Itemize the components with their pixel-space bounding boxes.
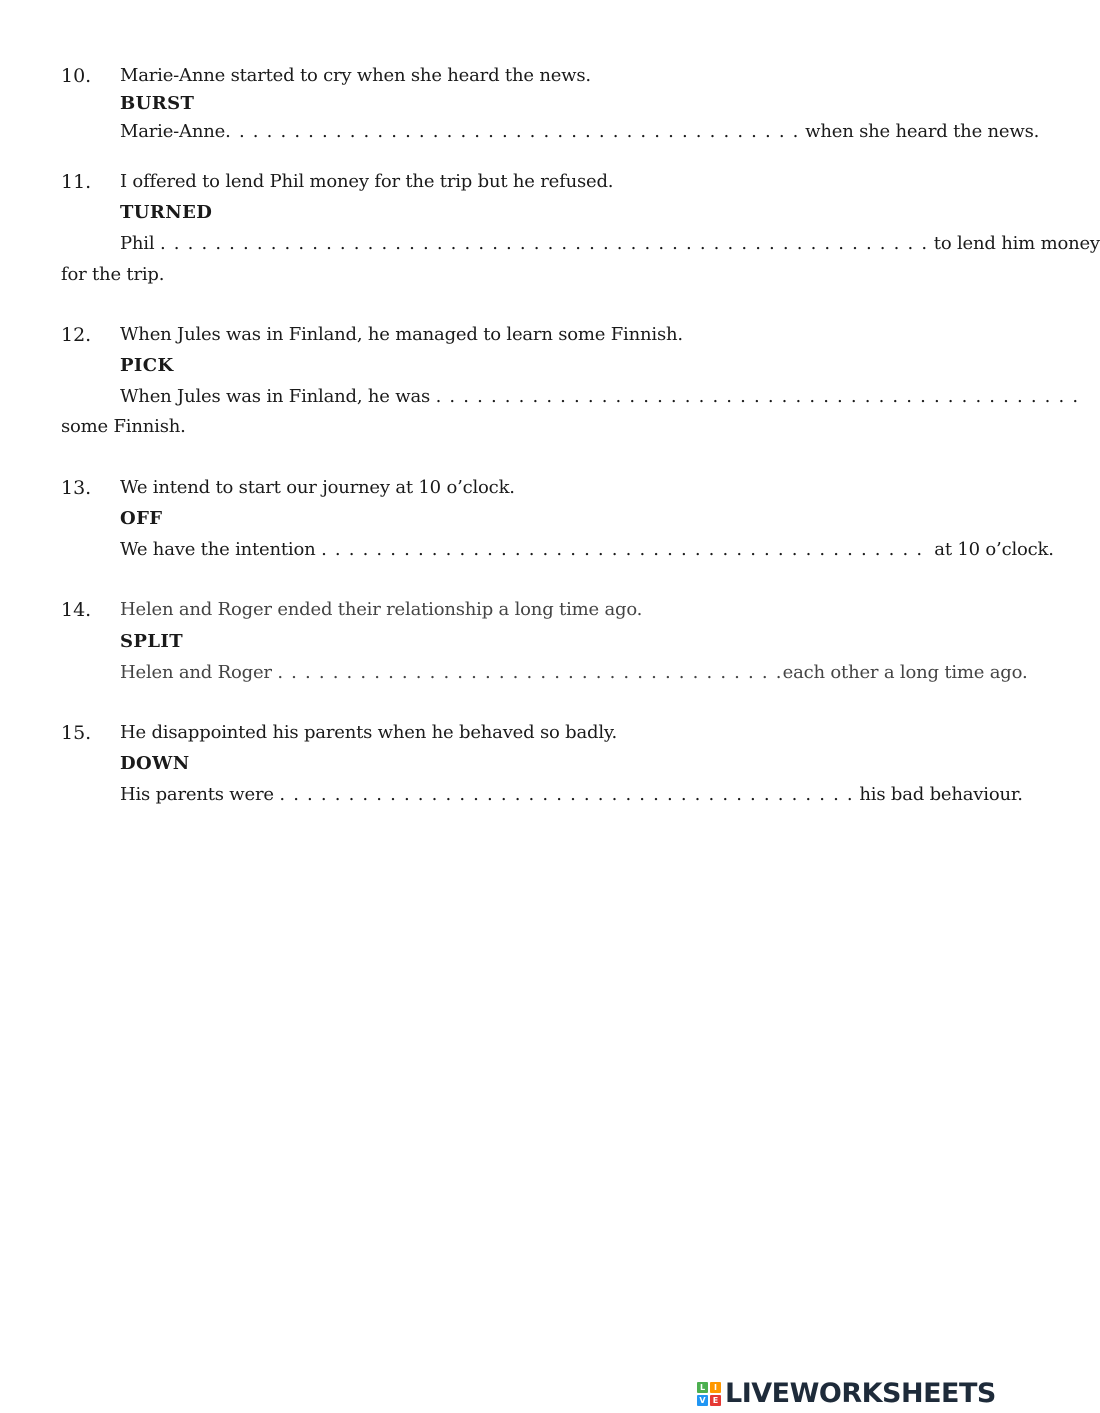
answer-start: Phil xyxy=(120,233,155,254)
logo-letter-v: V xyxy=(697,1395,708,1406)
item-number: 12. xyxy=(61,324,92,346)
original-sentence: When Jules was in Finland, he managed to learn some Finnish. xyxy=(120,324,683,345)
original-sentence: Marie-Anne started to cry when she heard the news. xyxy=(120,65,591,86)
answer-line xyxy=(120,121,1039,143)
answer-gap[interactable]: . . . . . . . . . . . . . . . . . . . . . . . . . . . . . . . . . . . . . . . . . . xyxy=(279,784,854,805)
live-grid-icon xyxy=(697,1382,721,1406)
answer-line xyxy=(120,233,1100,255)
answer-gap[interactable]: . . . . . . . . . . . . . . . . . . . . . . . . . . . . . . . . . . . . . xyxy=(277,662,783,683)
original-sentence: Helen and Roger ended their relationship a long time ago. xyxy=(120,599,643,620)
answer-line xyxy=(120,386,1079,408)
answer-end: his bad behaviour. xyxy=(859,784,1023,805)
logo-letter-e: E xyxy=(710,1395,721,1406)
answer-end: at 10 o’clock. xyxy=(934,539,1054,560)
answer-end: when she heard the news. xyxy=(805,121,1040,142)
original-sentence: We intend to start our journey at 10 o’clock. xyxy=(120,477,515,498)
answer-gap[interactable]: . . . . . . . . . . . . . . . . . . . . . . . . . . . . . . . . . . . . . . . . . . . . . . . xyxy=(435,386,1080,407)
keyword: OFF xyxy=(120,508,163,529)
item-number: 13. xyxy=(61,477,92,499)
answer-line xyxy=(120,784,1023,806)
answer-start: Helen and Roger xyxy=(120,662,272,683)
answer-start: His parents were xyxy=(120,784,274,805)
answer-end: to lend him money xyxy=(933,233,1100,254)
answer-gap[interactable]: . . . . . . . . . . . . . . . . . . . . . . . . . . . . . . . . . . . . . . . . . . xyxy=(225,121,800,142)
item-number: 14. xyxy=(61,599,92,621)
item-number: 15. xyxy=(61,722,92,744)
keyword: DOWN xyxy=(120,753,190,774)
answer-line xyxy=(120,539,1054,561)
answer-gap[interactable]: . . . . . . . . . . . . . . . . . . . . . . . . . . . . . . . . . . . . . . . . . . . . xyxy=(321,539,924,560)
answer-line xyxy=(120,662,1027,684)
liveworksheets-logo xyxy=(697,1379,996,1409)
keyword: BURST xyxy=(120,93,195,114)
answer-continuation: some Finnish. xyxy=(61,416,186,437)
brand-text: LIVEWORKSHEETS xyxy=(725,1378,996,1409)
answer-start: Marie-Anne xyxy=(120,121,226,142)
answer-start: We have the intention xyxy=(120,539,316,560)
original-sentence: He disappointed his parents when he behaved so badly. xyxy=(120,722,618,743)
keyword: PICK xyxy=(120,355,174,376)
answer-gap[interactable]: . . . . . . . . . . . . . . . . . . . . . . . . . . . . . . . . . . . . . . . . . . . . . . . . . . . . . . . . xyxy=(159,233,929,254)
answer-start: When Jules was in Finland, he was xyxy=(120,386,431,407)
answer-end: each other a long time ago. xyxy=(782,662,1028,683)
original-sentence: I offered to lend Phil money for the trip but he refused. xyxy=(120,171,614,192)
item-number: 11. xyxy=(61,171,92,193)
keyword: TURNED xyxy=(120,202,213,223)
logo-letter-l: L xyxy=(697,1382,708,1393)
logo-letter-i: I xyxy=(710,1382,721,1393)
item-number: 10. xyxy=(61,65,92,87)
answer-continuation: for the trip. xyxy=(61,264,165,285)
keyword: SPLIT xyxy=(120,631,184,652)
